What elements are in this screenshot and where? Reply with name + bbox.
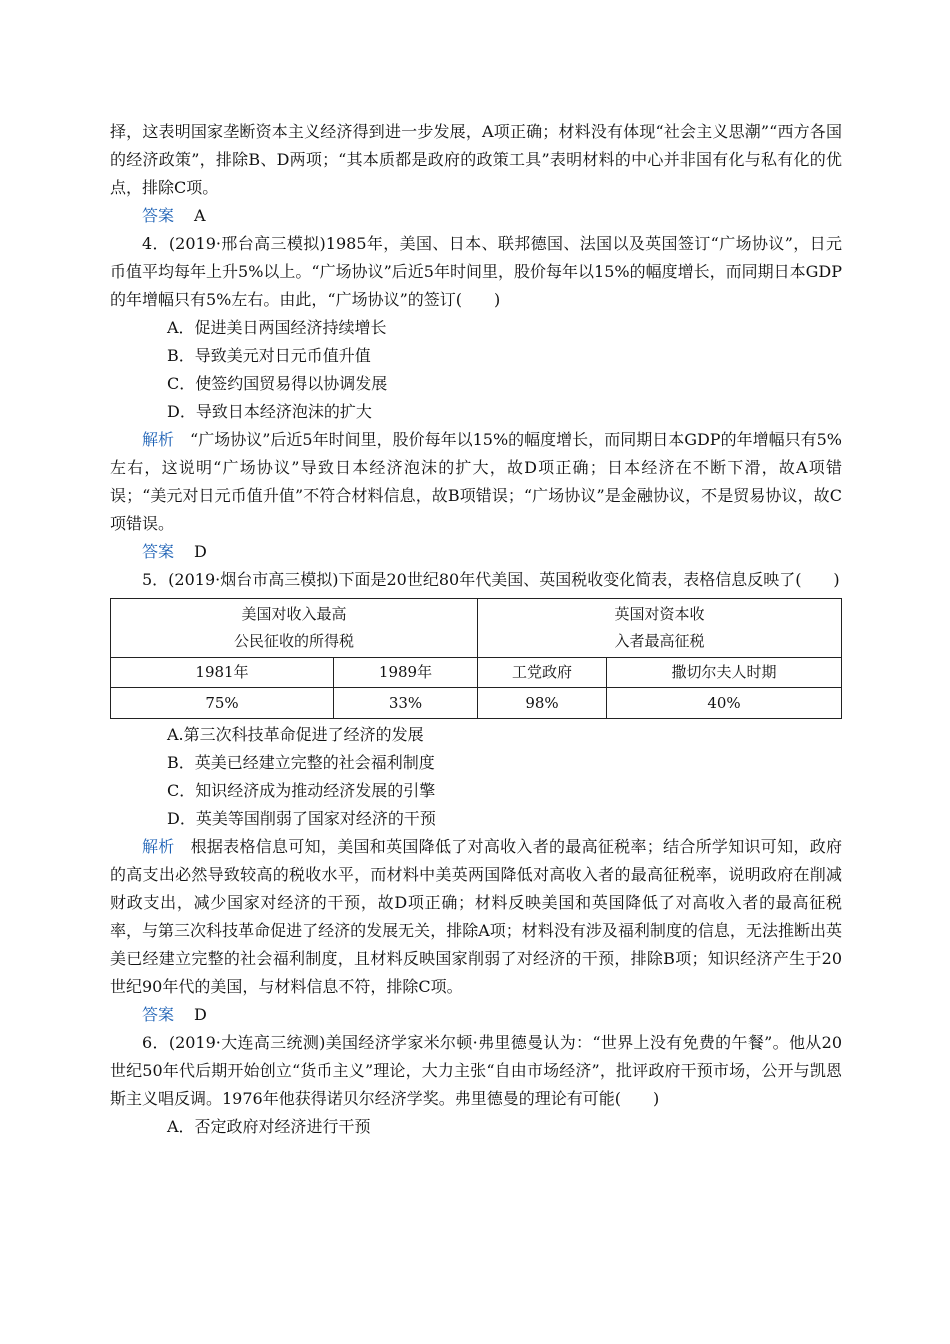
answer-label: 答案: [142, 1005, 175, 1024]
header-usa: [111, 599, 478, 658]
header-usa-line2: 公民征收的所得税: [233, 632, 354, 650]
q4-option-d: D．导致日本经济泡沫的扩大: [167, 402, 372, 421]
q4-stem: 4．(2019·邢台高三模拟)1985年，美国、日本、联邦德国、法国以及英国签订“广场协议”，日元币值平均每年上升5%以上。“广场协议”后近5年时间里，股价每年以15%的幅度增长，而同期日本GDP的年增幅只有5%左右。由此，“广场协议”的签订( ): [110, 234, 842, 309]
header-uk-line2: 入者最高征税: [614, 632, 705, 650]
intro-paragraph: 择，这表明国家垄断资本主义经济得到进一步发展，A项正确；材料没有体现“社会主义思潮”“西方各国的经济政策”，排除B、D两项；“其本质都是政府的政策工具”表明材料的中心并非国有化与私有化的优点，排除C项。: [110, 122, 842, 197]
header-usa-line1: 美国对收入最高: [241, 605, 347, 623]
subheader-1989: 1989年: [334, 658, 478, 688]
q3-answer-value: A: [194, 206, 206, 225]
answer-label: 答案: [142, 542, 175, 561]
q6-stem: 6．(2019·大连高三统测)美国经济学家米尔顿·弗里德曼认为：“世界上没有免费的午餐”。他从20世纪50年代后期开始创立“货币主义”理论，大力主张“自由市场经济”，批评政府干预市场，公开与凯恩斯主义唱反调。1976年他获得诺贝尔经济学奖。弗里德曼的理论有可能( ): [110, 1033, 842, 1108]
q4-option-a: A．促进美日两国经济持续增长: [167, 318, 387, 337]
q3-answer-line: [110, 202, 842, 230]
answer-label: 答案: [142, 206, 175, 225]
analysis-label: 解析: [142, 430, 175, 449]
table-header-row: [111, 599, 842, 658]
q5-option-c: C．知识经济成为推动经济发展的引擎: [167, 781, 436, 800]
q4-answer-value: D: [194, 542, 207, 561]
table-values-row: [111, 688, 842, 719]
q4-analysis: [110, 426, 842, 538]
table-subheader-row: [111, 658, 842, 688]
value-thatcher: 40%: [607, 688, 842, 719]
header-uk: [478, 599, 842, 658]
tax-table: [110, 598, 842, 719]
q5-answer-line: [110, 1001, 842, 1029]
q5-stem: 5．(2019·烟台市高三模拟)下面是20世纪80年代美国、英国税收变化简表，表格信息反映了( ): [142, 570, 840, 589]
analysis-label: 解析: [142, 837, 175, 856]
q5-analysis-text: 根据表格信息可知，美国和英国降低了对高收入者的最高征税率；结合所学知识可知，政府的高支出必然导致较高的税收水平，而材料中美英两国降低对高收入者的最高征税率，说明政府在削减财政支出，减少国家对经济的干预，故D项正确；材料反映美国和英国降低了对高收入者的最高征税率，与第三次科技革命促进了经济的发展无关，排除A项；材料没有涉及福利制度的信息，无法推断出英美已经建立完整的社会福利制度，且材料反映国家削弱了对经济的干预，排除B项；知识经济产生于20世纪90年代的美国，与材料信息不符，排除C项。: [110, 837, 842, 996]
q5-answer-value: D: [194, 1005, 207, 1024]
value-1989: 33%: [334, 688, 478, 719]
subheader-thatcher: 撒切尔夫人时期: [607, 658, 842, 688]
q5-option-d: D．英美等国削弱了国家对经济的干预: [167, 809, 436, 828]
q5-option-b: B．英美已经建立完整的社会福利制度: [167, 753, 435, 772]
q5-analysis: [110, 833, 842, 1001]
subheader-1981: 1981年: [111, 658, 334, 688]
subheader-labour: 工党政府: [478, 658, 607, 688]
q4-analysis-text: “广场协议”后近5年时间里，股价每年以15%的幅度增长，而同期日本GDP的年增幅只有5%左右，这说明“广场协议”导致日本经济泡沫的扩大，故D项正确；日本经济在不断下滑，故A项错误；“美元对日元币值升值”不符合材料信息，故B项错误；“广场协议”是金融协议，不是贸易协议，故C项错误。: [110, 430, 842, 533]
header-uk-line1: 英国对资本收: [614, 605, 705, 623]
document-page: [110, 118, 842, 1141]
value-labour: 98%: [478, 688, 607, 719]
q5-option-a: A.第三次科技革命促进了经济的发展: [167, 725, 424, 744]
q6-option-a: A．否定政府对经济进行干预: [167, 1117, 371, 1136]
q4-option-c: C．使签约国贸易得以协调发展: [167, 374, 388, 393]
q4-answer-line: [110, 538, 842, 566]
value-1981: 75%: [111, 688, 334, 719]
q4-option-b: B．导致美元对日元币值升值: [167, 346, 371, 365]
